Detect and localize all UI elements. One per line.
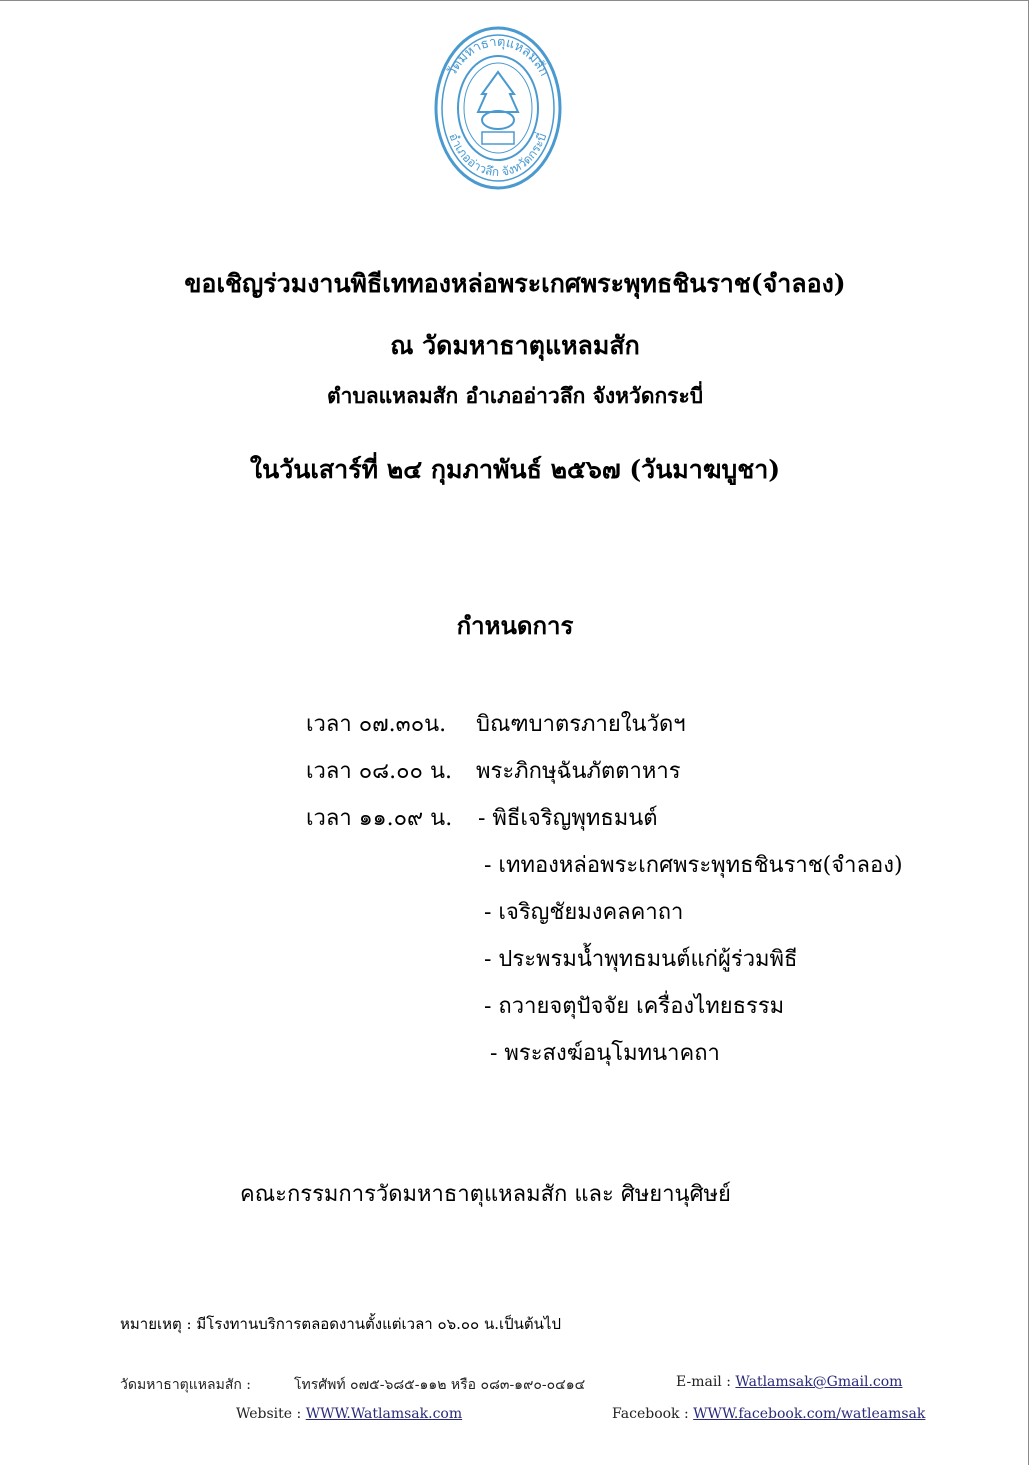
website-link[interactable]: WWW.Watlamsak.com (305, 1406, 463, 1422)
venue: ณ วัดมหาธาตุแหลมสัก (390, 331, 640, 360)
schedule-sub-item: - เททองหล่อพระเกศพระพุทธชินราช(จำลอง) (484, 853, 903, 878)
facebook-label: Facebook : (612, 1406, 689, 1422)
invitation-title: ขอเชิญร่วมงานพิธีเททองหล่อพระเกศพระพุทธชินราช(จำลอง) (184, 269, 846, 298)
website-label: Website : (236, 1406, 302, 1422)
address: ตำบลแหลมสัก อำเภออ่าวลึก จังหวัดกระบี่ (326, 383, 704, 408)
seal-top-text: วัดมหาธาตุแหลมสัก (444, 34, 552, 79)
schedule-sub-item: - ถวายจตุปัจจัย เครื่องไทยธรรม (484, 994, 785, 1019)
schedule-sub-item: - ประพรมน้ำพุทธมนต์แก่ผู้ร่วมพิธี (484, 947, 798, 972)
schedule-time: เวลา ๑๑.๐๙ น. (306, 806, 453, 831)
email-link[interactable]: Watlamsak@Gmail.com (735, 1374, 903, 1390)
footer-phone: โทรศัพท์ ๐๗๕-๖๘๕-๑๑๒ หรือ ๐๘๓-๑๙๐-๐๔๑๔ (294, 1377, 586, 1393)
event-date: ในวันเสาร์ที่ ๒๔ กุมภาพันธ์ ๒๕๖๗ (วันมาฆบูชา) (249, 455, 781, 484)
schedule-sub-item: - พระสงฆ์อนุโมทนาคถา (490, 1041, 720, 1066)
schedule-activity: บิณฑบาตรภายในวัดฯ (476, 712, 686, 737)
seal-bottom-text: อำเภออ่าวลึก จังหวัดกระบี่ (446, 130, 550, 180)
note: หมายเหตุ : มีโรงทานบริการตลอดงานตั้งแต่เวลา ๐๖.๐๐ น.เป็นต้นไป (120, 1315, 561, 1333)
schedule-activity: - พิธีเจริญพุทธมนต์ (478, 806, 658, 831)
schedule-sub-item: - เจริญชัยมงคลคาถา (484, 900, 684, 925)
schedule-activity: พระภิกษุฉันภัตตาหาร (476, 759, 681, 784)
committee-signature: คณะกรรมการวัดมหาธาตุแหลมสัก และ ศิษยานุศิษย์ (240, 1182, 731, 1207)
schedule-time: เวลา ๐๘.๐๐ น. (306, 759, 452, 784)
footer-org: วัดมหาธาตุแหลมสัก : (120, 1377, 252, 1393)
schedule-time: เวลา ๐๗.๓๐น. (306, 712, 447, 737)
email-label: E-mail : (676, 1374, 731, 1390)
schedule-title: กำหนดการ (456, 611, 574, 640)
temple-seal (432, 22, 564, 192)
facebook-link[interactable]: WWW.facebook.com/watleamsak (693, 1406, 926, 1422)
